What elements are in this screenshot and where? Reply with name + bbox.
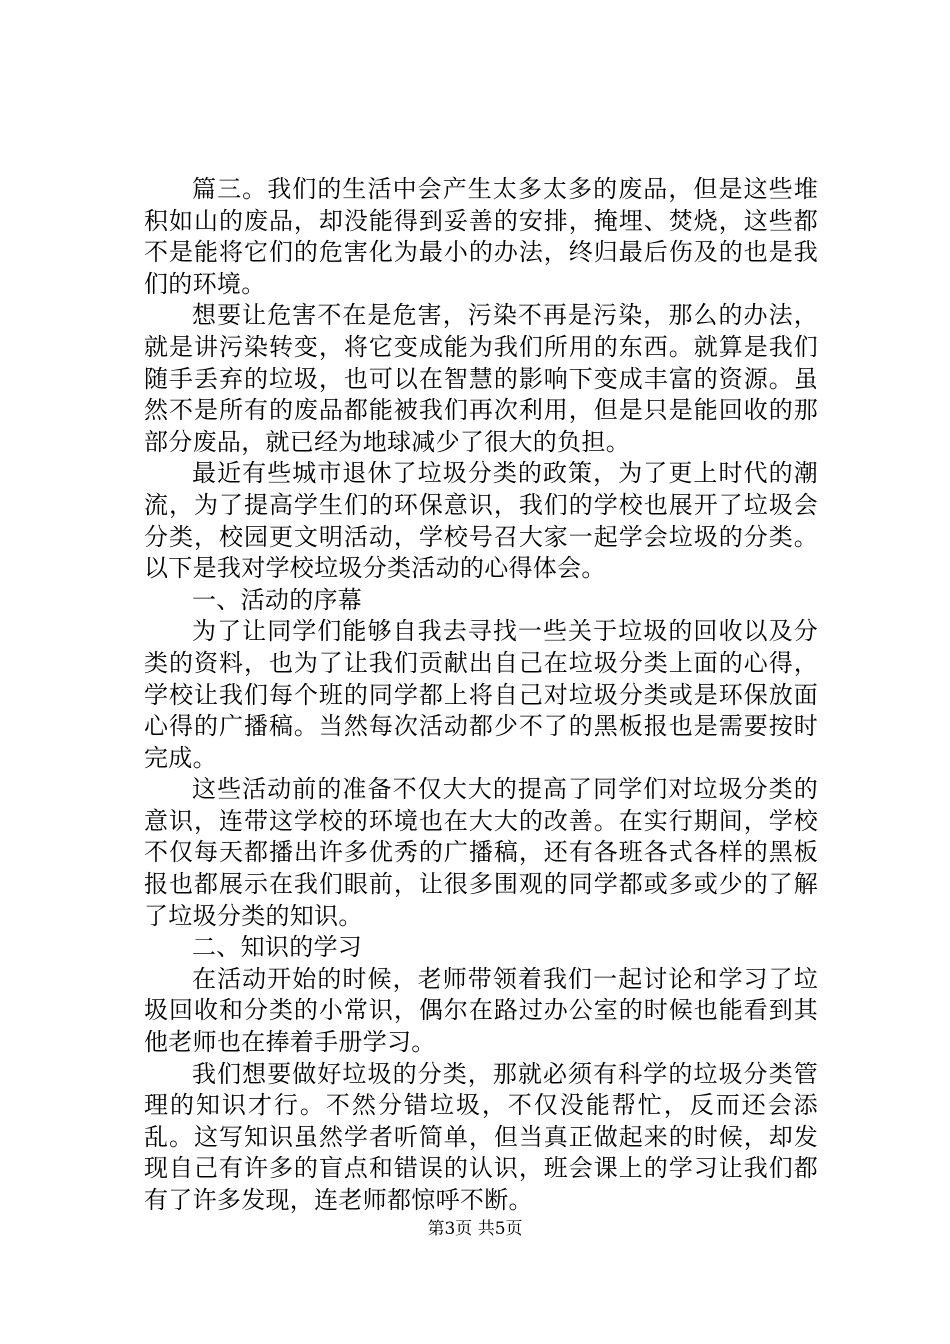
section-heading: 一、活动的序幕 — [192, 585, 363, 614]
document-body — [144, 174, 818, 1217]
section-heading: 二、知识的学习 — [192, 933, 363, 962]
paragraph: 为了让同学们能够自我去寻找一些关于垃圾的回收以及分类的资料，也为了让我们贡献出自己在垃圾分类上面的心得，学校让我们每个班的同学都上将自己对垃圾分类或是环保放面心得的广播稿。当然每次活动都少不了的黑板报也是需要按时完成。 — [144, 617, 818, 772]
paragraph: 最近有些城市退休了垃圾分类的政策，为了更上时代的潮流，为了提高学生们的环保意识，我们的学校也展开了垃圾会分类，校园更文明活动，学校号召大家一起学会垃圾的分类。以下是我对学校垃圾分类活动的心得体会。 — [144, 459, 818, 583]
paragraph: 在活动开始的时候，老师带领着我们一起讨论和学习了垃圾回收和分类的小常识，偶尔在路过办公室的时候也能看到其他老师也在捧着手册学习。 — [144, 964, 818, 1057]
paragraph: 这些活动前的准备不仅大大的提高了同学们对垃圾分类的意识，连带这学校的环境也在大大的改善。在实行期间，学校不仅每天都播出许多优秀的广播稿，还有各班各式各样的黑板报也都展示在我们眼前，让很多围观的同学都或多或少的了解了垃圾分类的知识。 — [144, 775, 818, 930]
paragraph: 我们想要做好垃圾的分类，那就必须有科学的垃圾分类管理的知识才行。不然分错垃圾，不仅没能帮忙，反而还会添乱。这写知识虽然学者听简单，但当真正做起来的时候，却发现自己有许多的盲点和错误的认识，班会课上的学习让我们都有了许多发现，连老师都惊呼不断。 — [144, 1059, 818, 1214]
page-number-footer: 第3页 共5页 — [427, 1219, 523, 1239]
paragraph: 篇三。我们的生活中会产生太多太多的废品，但是这些堆积如山的废品，却没能得到妥善的安排，掩埋、焚烧，这些都不是能将它们的危害化为最小的办法，终归最后伤及的也是我们的环境。 — [144, 175, 818, 298]
paragraph: 想要让危害不在是危害，污染不再是污染，那么的办法，就是讲污染转变，将它变成能为我们所用的东西。就算是我们随手丢弃的垃圾，也可以在智慧的影响下变成丰富的资源。虽然不是所有的废品都能被我们再次利用，但是只是能回收的那部分废品，就已经为地球减少了很大的负担。 — [144, 301, 818, 456]
